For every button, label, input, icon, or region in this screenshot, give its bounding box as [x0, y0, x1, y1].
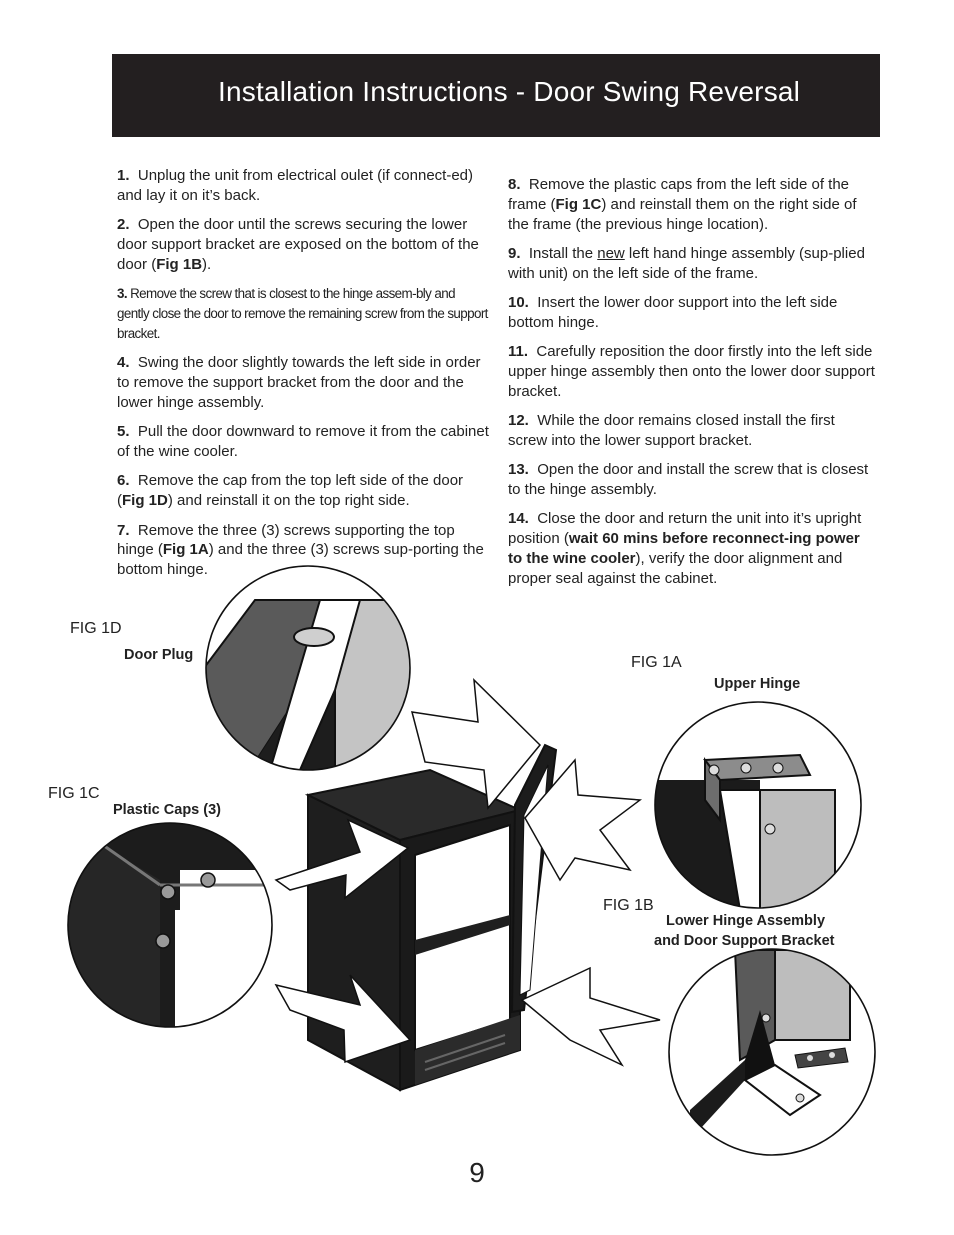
step-11: 11. Carefully reposition the door firstly into the left side upper hinge assembly then onto the lower door support bracket. — [508, 343, 875, 400]
fig-1b-label: FIG 1B — [603, 897, 654, 914]
step-4: 4. Swing the door slightly towards the left side in order to remove the support bracket from the door and the lower hinge assembly. — [117, 354, 481, 412]
fig-1b-caption-line1: Lower Hinge Assembly — [666, 913, 826, 929]
fig-1a-label: FIG 1A — [631, 654, 682, 671]
step-6: 6. Remove the cap from the top left side of the door (Fig 1D) and reinstall it on the top right side. — [117, 472, 464, 510]
fig-1a-detail — [640, 702, 861, 910]
step-2: 2. Open the door until the screws securing the lower door support bracket are exposed on the bottom of the door (Fig 1B). — [117, 216, 479, 273]
fig-1b-caption-line2: and Door Support Bracket — [654, 933, 835, 949]
step-14: 14. Close the door and return the unit into it’s upright position (wait 60 mins before reconnect-ing power to the wine cooler), verify the door alignment and proper seal against the cabinet. — [508, 510, 862, 587]
step-13: 13. Open the door and install the screw that is closest to the hinge assembly. — [508, 461, 869, 498]
step-8: 8. Remove the plastic caps from the left side of the frame (Fig 1C) and reinstall them on the right side of the frame (the previous hinge location). — [508, 176, 857, 233]
step-5: 5. Pull the door downward to remove it from the cabinet of the wine cooler. — [117, 423, 489, 461]
page-title: Installation Instructions - Door Swing Reversal — [218, 76, 801, 107]
fig-1d-label: FIG 1D — [70, 620, 122, 637]
step-10: 10. Insert the lower door support into the left side bottom hinge. — [508, 293, 838, 331]
step-12: 12. While the door remains closed install the first screw into the lower support bracket. — [508, 411, 835, 449]
step-1: 1. Unplug the unit from electrical oulet (if connect-ed) and lay it on it’s back. — [117, 167, 474, 204]
step-3: 3. Remove the screw that is closest to the hinge assem-bly and gently close the door to remove the remaining screw from the support bracket. — [117, 285, 488, 341]
fig-1a-caption: Upper Hinge — [714, 676, 801, 692]
fig-1c-label: FIG 1C — [48, 785, 100, 802]
fig-1c-caption: Plastic Caps (3) — [113, 802, 221, 818]
step-7: 7. Remove the three (3) screws supporting the top hinge (Fig 1A) and the three (3) screws sup-porting the bottom hinge. — [117, 521, 484, 579]
fig-1b-detail — [669, 949, 875, 1155]
page-number: 9 — [469, 1157, 485, 1188]
fig-1d-caption: Door Plug — [124, 647, 194, 663]
step-9: 9. Install the new left hand hinge assembly (sup-plied with unit) on the left side of the frame. — [508, 244, 865, 282]
fig-1d-detail — [180, 566, 415, 770]
fig-1c-detail — [60, 815, 280, 1030]
